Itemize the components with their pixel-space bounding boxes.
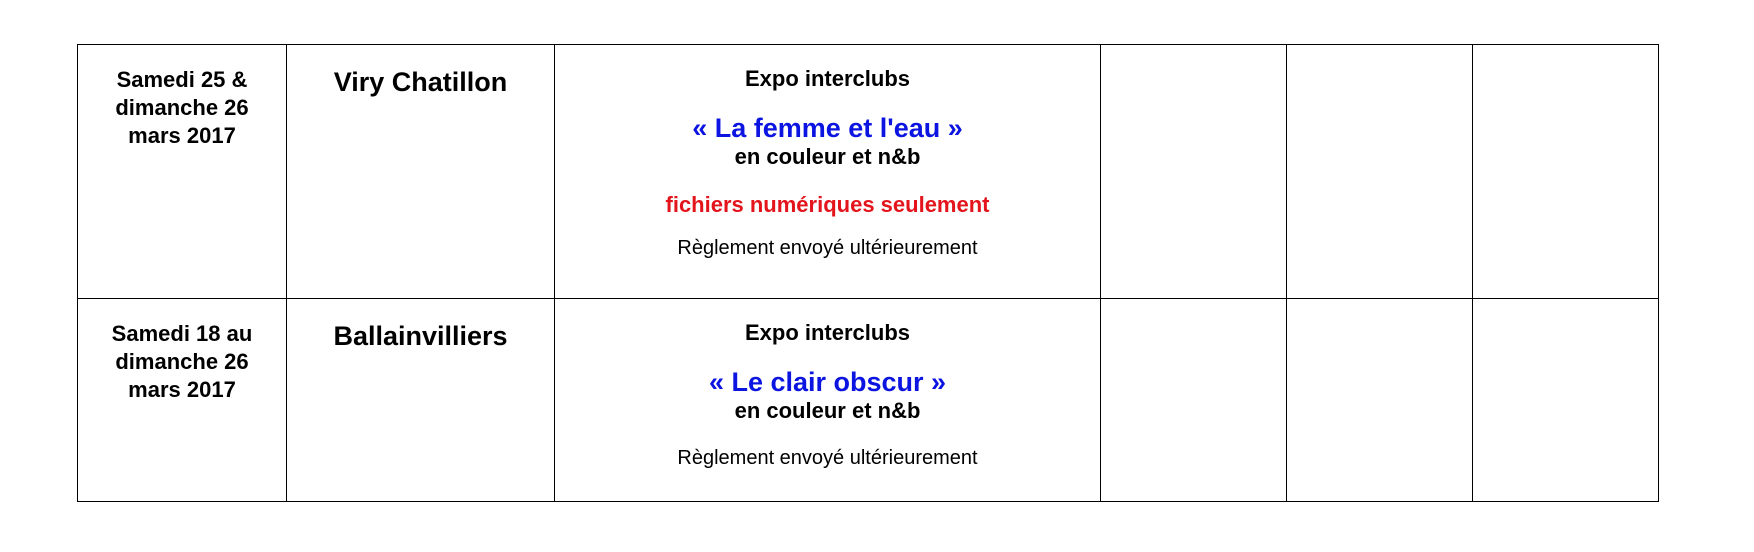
date-cell: [78, 299, 287, 502]
event-rules: Règlement envoyé ultérieurement: [677, 447, 978, 469]
empty-cell: [1473, 45, 1659, 299]
table-row: [78, 299, 1659, 502]
event-type: Expo interclubs: [744, 320, 911, 345]
event-rules: Règlement envoyé ultérieurement: [677, 237, 978, 259]
event-format: en couleur et n&b: [734, 398, 921, 423]
event-date: Samedi 18 au dimanche 26 mars 2017: [111, 321, 253, 402]
date-cell: [78, 45, 287, 299]
empty-cell: [1101, 45, 1287, 299]
place-cell: [287, 45, 555, 299]
empty-cell: [1473, 299, 1659, 502]
table-row: [78, 45, 1659, 299]
empty-cell: [1287, 299, 1473, 502]
event-format: en couleur et n&b: [734, 144, 921, 169]
place-cell: [287, 299, 555, 502]
event-theme: « La femme et l'eau »: [692, 113, 963, 143]
empty-cell: [1287, 45, 1473, 299]
event-place: Viry Chatillon: [333, 67, 508, 97]
event-cell: [555, 299, 1101, 502]
event-place: Ballainvilliers: [333, 321, 508, 351]
empty-cell: [1101, 299, 1287, 502]
events-table: [77, 44, 1659, 502]
event-details: [555, 45, 1100, 260]
event-date: Samedi 25 & dimanche 26 mars 2017: [115, 67, 249, 148]
event-note: fichiers numériques seulement: [665, 192, 990, 217]
event-type: Expo interclubs: [744, 66, 911, 91]
event-theme: « Le clair obscur »: [708, 367, 947, 397]
event-cell: [555, 45, 1101, 299]
event-details: [555, 299, 1100, 470]
